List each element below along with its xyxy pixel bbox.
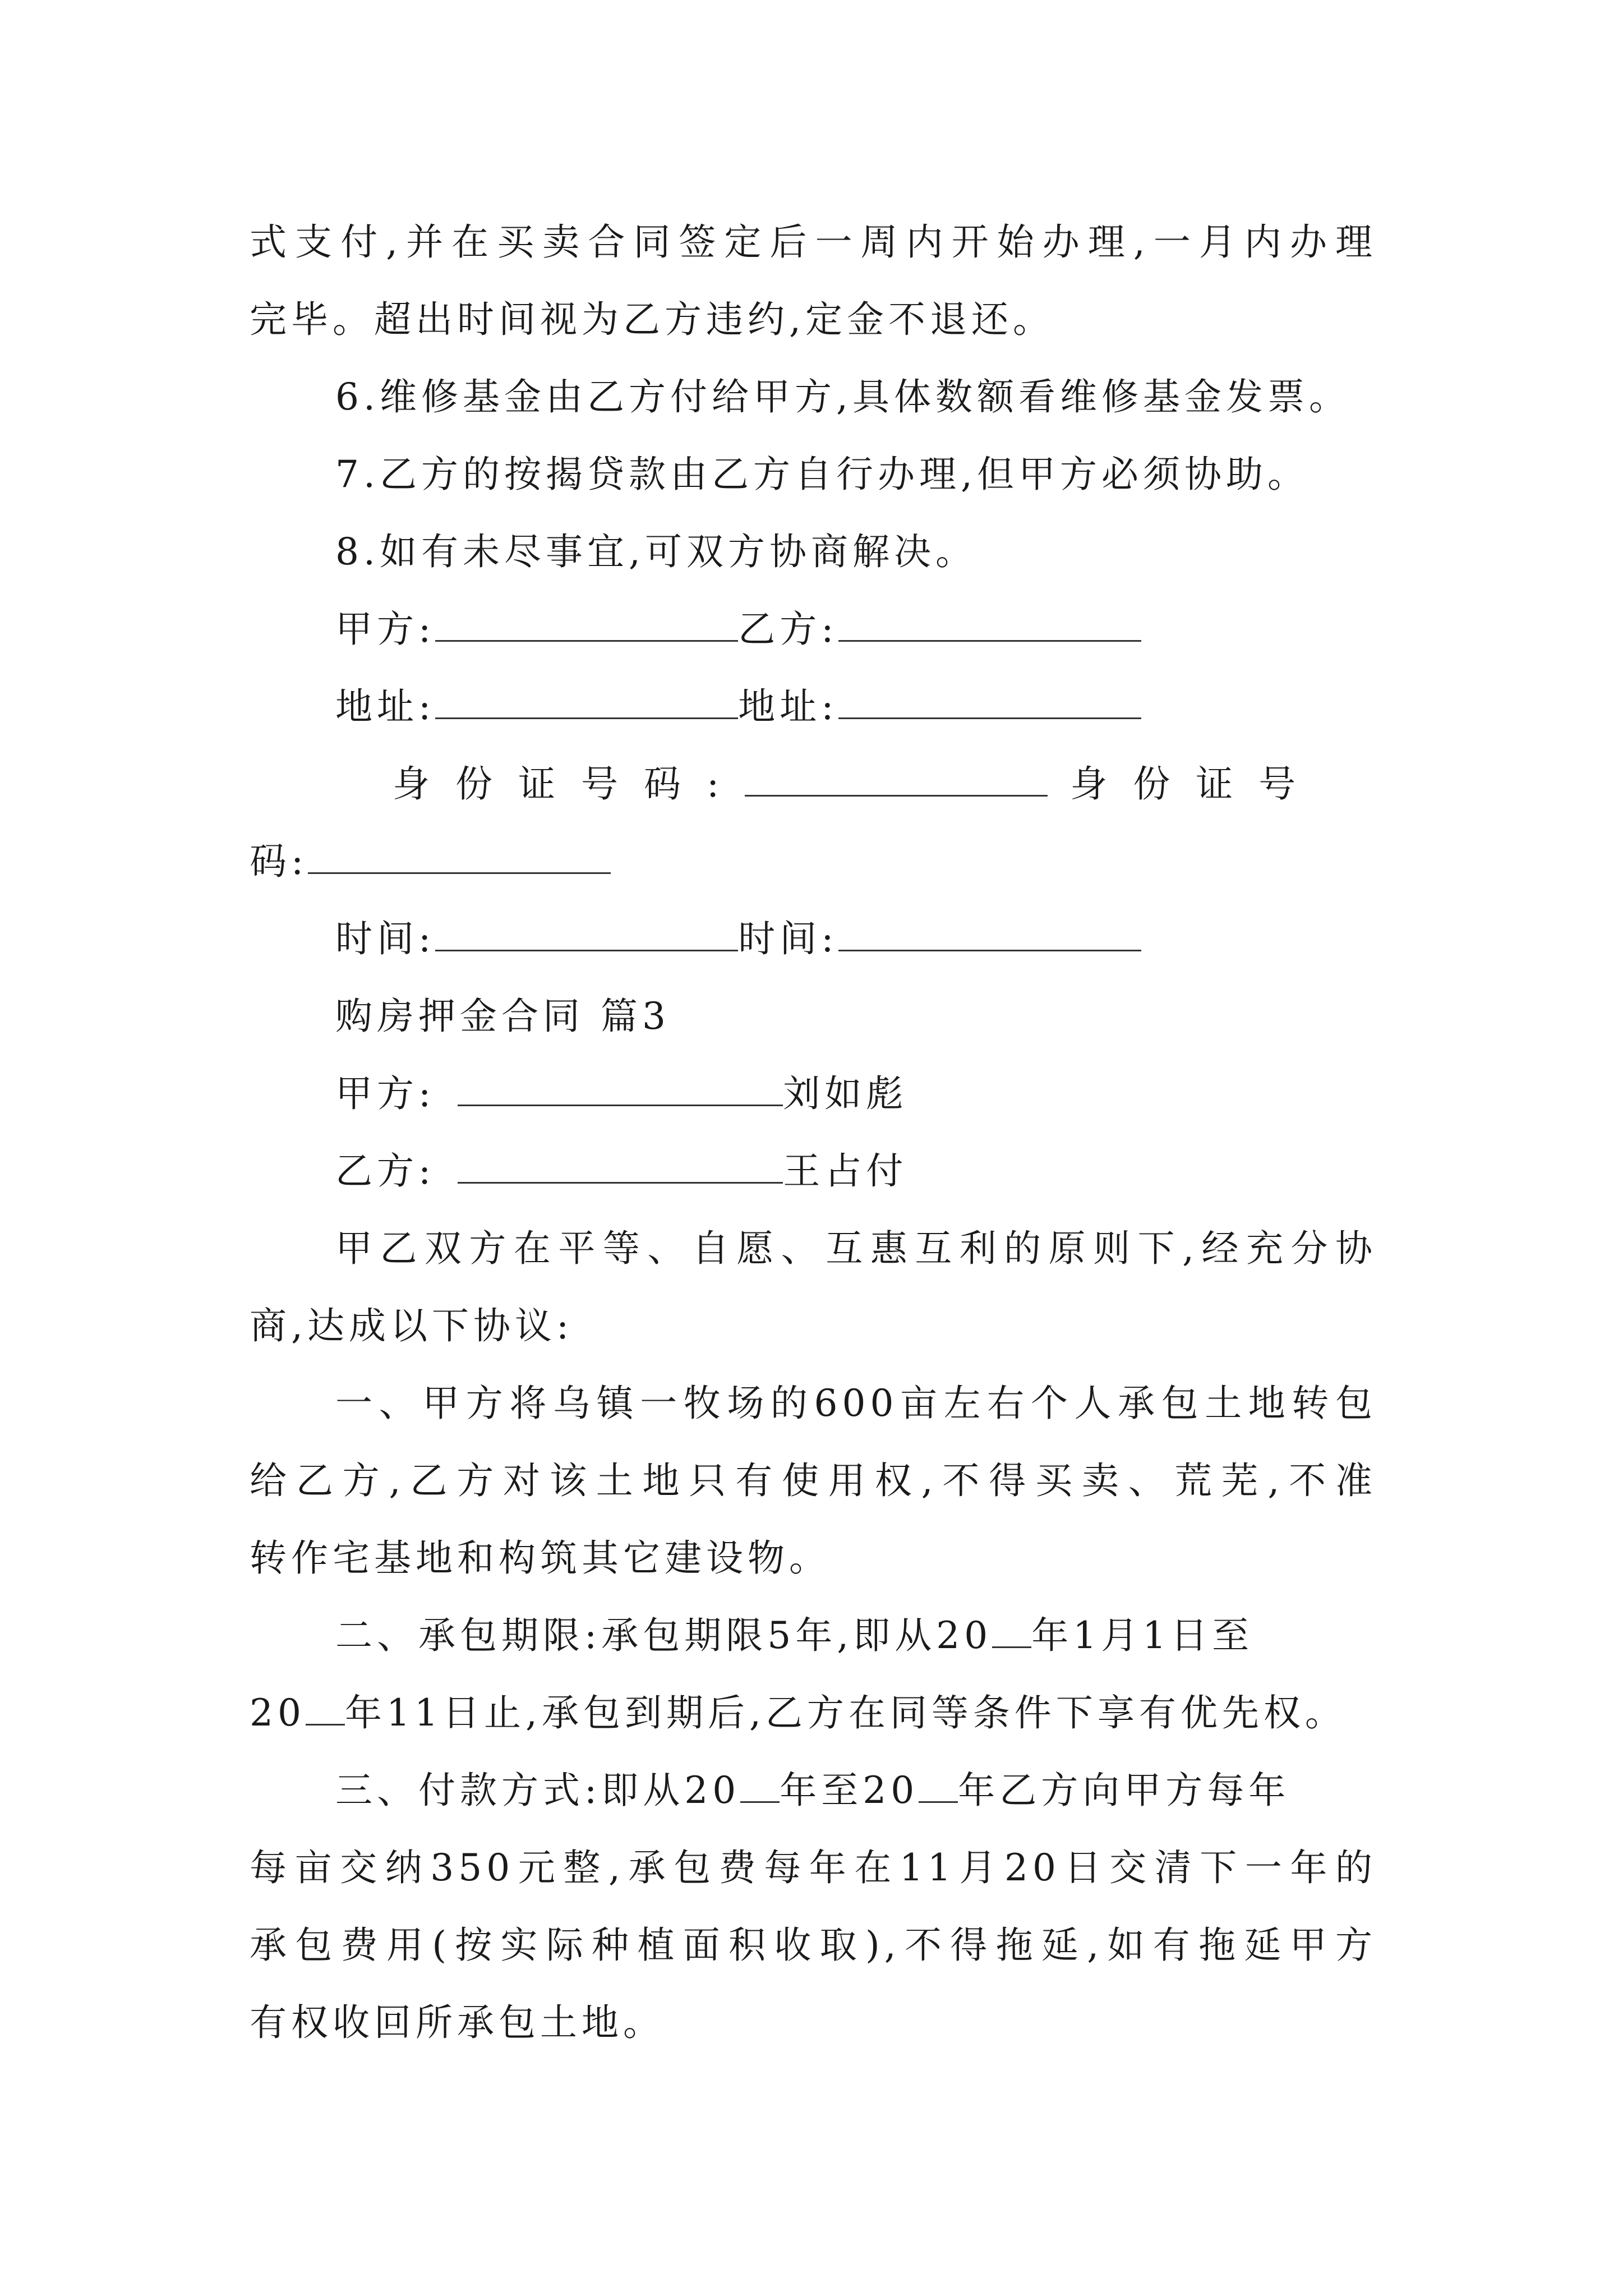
party-a-address-label: 地址:	[335, 685, 436, 728]
term-text: 年11日止,承包到期后,乙方在同等条件下享有优先权。	[344, 1691, 1347, 1734]
year-blank	[740, 1769, 780, 1803]
paragraph-line: 商,达成以下协议:	[250, 1304, 574, 1347]
party-a-name: 刘如彪	[783, 1072, 908, 1115]
signature-time-row	[335, 911, 1377, 967]
party-a-blank	[458, 1072, 783, 1106]
payment-text: 年至20	[780, 1769, 919, 1812]
party-a-time-blank	[435, 917, 738, 951]
clause-payment-line	[335, 1763, 1377, 1819]
party-b-signature-blank	[838, 608, 1141, 642]
year-blank	[919, 1769, 958, 1803]
party-a-time-label: 时间:	[335, 917, 436, 960]
party-a-id-label: 身份证号码:	[393, 762, 745, 806]
party-b-row	[335, 1143, 1377, 1199]
clause-term-line	[335, 1608, 1377, 1664]
term-text: 20	[250, 1691, 306, 1734]
party-b-id-label-cont: 码:	[250, 840, 308, 883]
party-b-signature-label: 乙方:	[738, 608, 838, 651]
paragraph-line: 完毕。超出时间视为乙方违约,定金不退还。	[250, 298, 1054, 341]
party-b-time-blank	[838, 917, 1141, 951]
payment-text: 年乙方向甲方每年	[958, 1769, 1290, 1812]
paragraph-line: 给乙方,乙方对该土地只有使用权,不得买卖、荒芜,不准	[250, 1459, 1377, 1502]
clause-7: 7.乙方的按揭贷款由乙方自行办理,但甲方必须协助。	[335, 453, 1309, 496]
paragraph-line: 转作宅基地和构筑其它建设物。	[250, 1536, 831, 1580]
party-a-label: 甲方:	[335, 1072, 436, 1115]
paragraph-line: 甲乙双方在平等、自愿、互惠互利的原则下,经充分协	[335, 1227, 1377, 1270]
section-title: 购房押金合同 篇3	[335, 995, 670, 1038]
year-blank	[992, 1614, 1031, 1648]
party-b-address-label: 地址:	[738, 685, 838, 728]
party-b-name: 王占付	[783, 1149, 908, 1193]
paragraph-line: 一、甲方将乌镇一牧场的600亩左右个人承包土地转包	[335, 1382, 1377, 1425]
payment-text: 三、付款方式:即从20	[335, 1769, 741, 1812]
clause-8: 8.如有未尽事宜,可双方协商解决。	[335, 530, 977, 573]
paragraph-line: 承包费用(按实际种植面积收取),不得拖延,如有拖延甲方	[250, 1924, 1377, 1967]
party-a-id-blank	[745, 762, 1048, 797]
signature-party-row	[335, 601, 1377, 657]
signature-id-row	[393, 756, 1377, 812]
clause-6: 6.维修基金由乙方付给甲方,具体数额看维修基金发票。	[335, 375, 1350, 418]
party-b-id-blank	[308, 840, 611, 874]
clause-term-line	[250, 1685, 1377, 1741]
party-b-time-label: 时间:	[738, 917, 838, 960]
signature-id-row-cont	[250, 834, 1377, 890]
party-a-row	[335, 1066, 1377, 1122]
party-b-label: 乙方:	[335, 1149, 436, 1193]
paragraph-line: 式支付,并在买卖合同签定后一周内开始办理,一月内办理	[250, 220, 1377, 264]
paragraph-line: 每亩交纳350元整,承包费每年在11月20日交清下一年的	[250, 1846, 1377, 1889]
party-a-signature-label: 甲方:	[335, 608, 436, 651]
party-a-address-blank	[435, 685, 738, 719]
party-a-signature-blank	[435, 608, 738, 642]
party-b-address-blank	[838, 685, 1141, 719]
party-b-id-label: 身份证号	[1070, 762, 1322, 806]
term-text: 二、承包期限:承包期限5年,即从20	[335, 1614, 993, 1657]
term-text: 年1月1日至	[1031, 1614, 1254, 1657]
signature-address-row	[335, 679, 1377, 735]
year-blank	[306, 1691, 345, 1726]
paragraph-line: 有权收回所承包土地。	[250, 2001, 665, 2044]
party-b-blank	[458, 1149, 783, 1184]
